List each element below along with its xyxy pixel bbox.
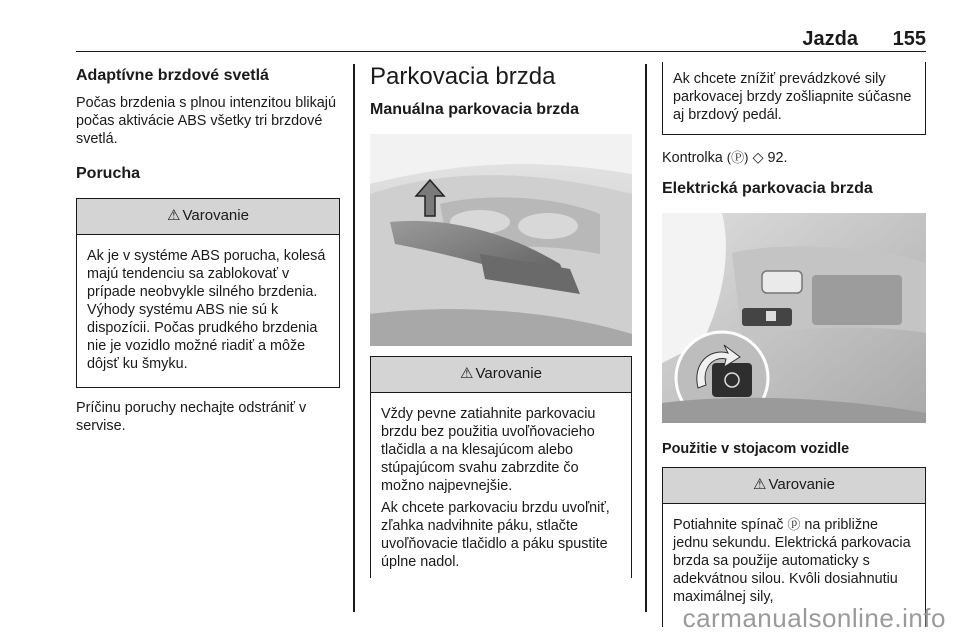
heading-manual-parking-brake: Manuálna parkovacia brzda <box>370 101 579 118</box>
watermark: carmanualsonline.info <box>682 603 946 633</box>
warning-header <box>371 357 631 393</box>
para-adaptive-brake-lights: Počas brzdenia s plnou intenzitou blikajú počas aktivácie ABS všetky tri brzdové svetlá. <box>76 95 336 147</box>
column-2 <box>370 64 632 578</box>
manual-parking-brake-image <box>370 134 632 346</box>
warning-box-abs <box>76 198 340 388</box>
page-reference: 92. <box>767 150 788 166</box>
page-header <box>76 26 926 52</box>
warning-triangle-icon: ⚠ <box>753 476 767 493</box>
indicator-reference <box>662 149 926 167</box>
warning-text-suffix: na približne jednu sekundu. Elektrická parkovacia brzda sa použije automaticky s adekvátnou silou. Kvôli dosiahnutiu maximálnej sily, <box>673 517 911 605</box>
warning-body: Ak je v systéme ABS porucha, kolesá majú tendenciu sa zablokovať v prípade neobvykle silného brzdenia. Výhody systému ABS nie sú k dispozícii. Počas prudkého brzdenia nie je vozidlo možné riadiť a môže dôjsť ku šmyku. <box>87 248 326 372</box>
parking-brake-lever-illustration <box>370 134 632 346</box>
heading-use-when-stationary: Použitie v stojacom vozidle <box>662 441 850 457</box>
warning-body <box>371 393 631 581</box>
title-parking-brake: Parkovacia brzda <box>370 63 556 90</box>
page-reference-icon: ◇ <box>752 150 764 166</box>
heading-adaptive-brake-lights: Adaptívne brzdové svetlá <box>76 67 269 84</box>
warning-triangle-icon: ⚠ <box>167 207 181 224</box>
warning-title: Varovanie <box>475 365 542 382</box>
warning-text-apply: Vždy pevne zatiahnite parkovaciu brzdu bez použitia uvoľňovacieho tlačidla a na klesajúcom alebo stúpajúcom svahu zabrzdite čo možno najpevnejšie. <box>381 406 596 494</box>
column-divider-left <box>353 64 355 612</box>
column-1 <box>76 64 340 435</box>
column-divider-right <box>645 64 647 612</box>
indicator-label: Kontrolka <box>662 150 723 166</box>
warning-title: Varovanie <box>182 207 249 224</box>
warning-text-release: Ak chcete parkovaciu brzdu uvoľniť, zľahka nadvihnite páku, stlačte uvoľňovacie tlačidlo a páku spustite úplne nadol. <box>381 500 610 570</box>
electric-parking-brake-image <box>662 213 926 423</box>
warning-header <box>663 468 925 504</box>
warning-title: Varovanie <box>768 476 835 493</box>
note-box-brake-pedal: Ak chcete znížiť prevádzkové sily parkovacej brzdy zošliapnite súčasne aj brzdový pedál. <box>662 62 926 135</box>
page-number: 155 <box>892 28 926 50</box>
warning-box-manual-brake <box>370 356 632 578</box>
warning-triangle-icon: ⚠ <box>460 365 474 382</box>
warning-header <box>77 199 339 235</box>
para-porucha-service: Príčinu poruchy nechajte odstrániť v servise. <box>76 400 307 434</box>
column-3 <box>662 64 926 627</box>
parking-brake-switch-icon: ⓟ <box>787 517 801 532</box>
warning-body <box>663 504 925 616</box>
heading-electric-parking-brake: Elektrická parkovacia brzda <box>662 180 873 197</box>
heading-porucha: Porucha <box>76 165 141 182</box>
electric-brake-switch-illustration <box>662 213 926 423</box>
parking-brake-indicator-icon: (Ⓟ) <box>726 150 749 165</box>
section-title: Jazda <box>802 28 858 50</box>
warning-text-prefix: Potiahnite spínač <box>673 517 784 533</box>
